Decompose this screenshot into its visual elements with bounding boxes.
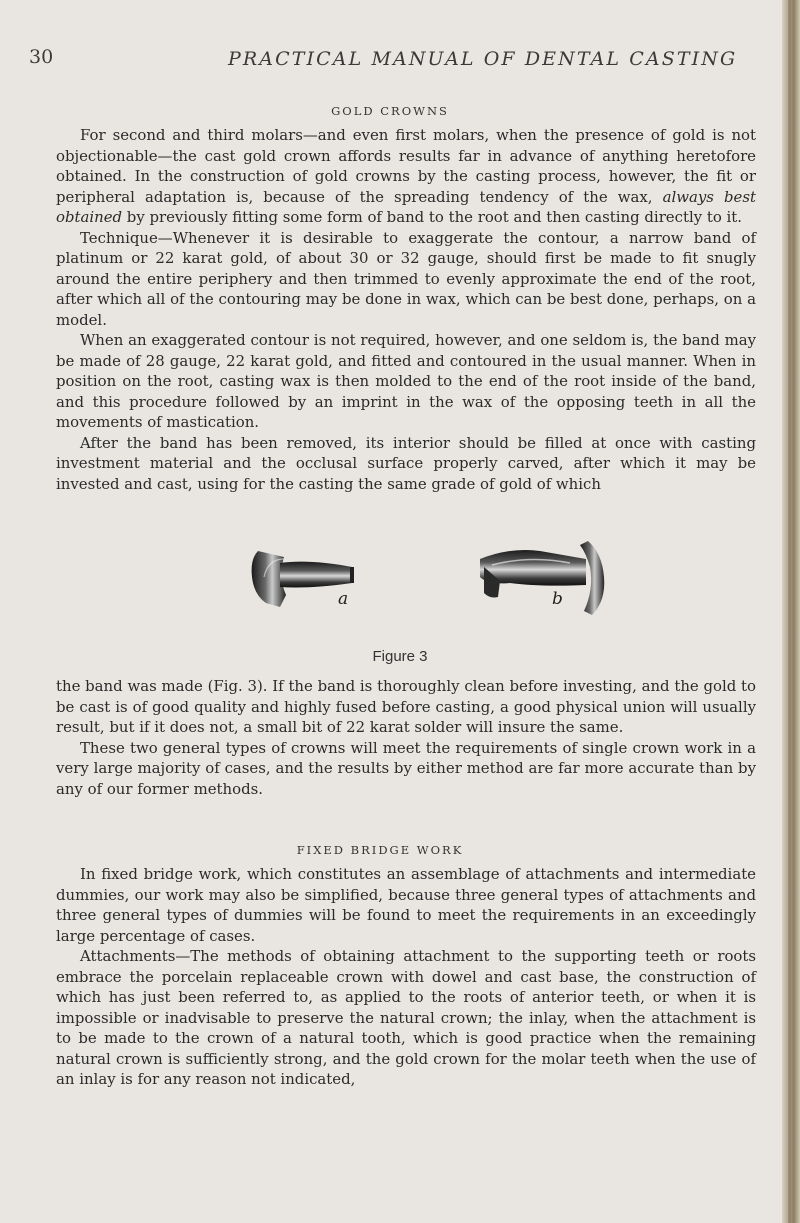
section-heading-gold-crowns: GOLD CROWNS xyxy=(331,104,449,118)
paragraph-text: by previously fitting some form of band to the root and then casting directly to it. xyxy=(122,208,743,226)
page-header xyxy=(0,46,800,76)
paragraph: These two general types of crowns will meet the requirements of single crown work in a very large majority of cases, and the results by either method are far more accurate than by any of our former methods. xyxy=(56,738,756,798)
paragraph: When an exaggerated contour is not required, however, and one seldom is, the band may be made of 28 gauge, 22 karat gold, and fitted and contoured in the usual manner. When in position on the root, casting wax is then molded to the end of the root inside of the band, and this procedure followed by an imprint in the wax of the opposing teeth in all the movements of mastication. xyxy=(56,331,756,431)
figure-label-a: a xyxy=(338,589,349,609)
emphasis-text: always best obtained xyxy=(56,187,756,226)
figure-3-illustration xyxy=(240,537,640,617)
paragraph: After the band has been removed, its interior should be filled at once with casting investment material and the occlusal surface properly carved, after which it may be invested and cast, using for the casting the same grade of gold of which xyxy=(56,433,756,493)
paragraph-text: For second and third molars—and even first molars, when the presence of gold is not objectionable—the cast gold crown affords results far in advance of anything heretofore obtained. In the construction of gold crowns by the casting process, however, the fit or peripheral adaptation is, because of the spreading tendency of the wax, xyxy=(56,126,756,206)
running-title: PRACTICAL MANUAL OF DENTAL CASTING xyxy=(228,48,738,70)
page-edge-shadow xyxy=(782,0,800,1223)
figure-b-crown xyxy=(480,541,604,615)
paragraph: Attachments—The methods of obtaining attachment to the supporting teeth or roots embrace the porcelain replaceable crown with dowel and cast base, the construction of which has just been referred to, as applied to the roots of anterior teeth, or when it is impossible or inadvisable to preserve the natural crown; the inlay, when the attachment is to be made to the crown of a natural tooth, which is good practice when the remaining natural crown is sufficiently strong, and the gold crown for the molar teeth when the use of an inlay is for any reason not indicated, xyxy=(56,947,756,1088)
paragraph: In fixed bridge work, which constitutes an assemblage of attachments and intermediate dummies, our work may also be simplified, because three general types of attachments and three general types of dummies will be found to meet the requirements in an exceedingly large percentage of cases. xyxy=(56,865,756,945)
crown-band-drawing xyxy=(240,537,640,617)
paragraph xyxy=(56,125,756,228)
paragraph: the band was made (Fig. 3). If the band is thoroughly clean before investing, and the gold to be cast is of good quality and highly fused before casting, a good physical union will usually result, but if it does not, a small bit of 22 karat solder will insure the same. xyxy=(56,677,756,736)
paragraph: Technique—Whenever it is desirable to exaggerate the contour, a narrow band of platinum or 22 karat gold, of about 30 or 32 gauge, should first be made to fit snugly around the entire periphery and then trimmed to evenly approximate the end of the root, after which all of the contouring may be done in wax, which can be best done, perhaps, on a model. xyxy=(56,228,756,329)
text-block-top xyxy=(56,125,756,494)
section-heading-fixed-bridge-work: FIXED BRIDGE WORK xyxy=(296,843,464,857)
text-block-middle xyxy=(56,676,756,799)
figure-label-b: b xyxy=(552,589,563,609)
figure-caption: Figure 3 xyxy=(372,648,428,665)
text-block-bottom xyxy=(56,864,756,1090)
page-number: 30 xyxy=(29,46,54,68)
